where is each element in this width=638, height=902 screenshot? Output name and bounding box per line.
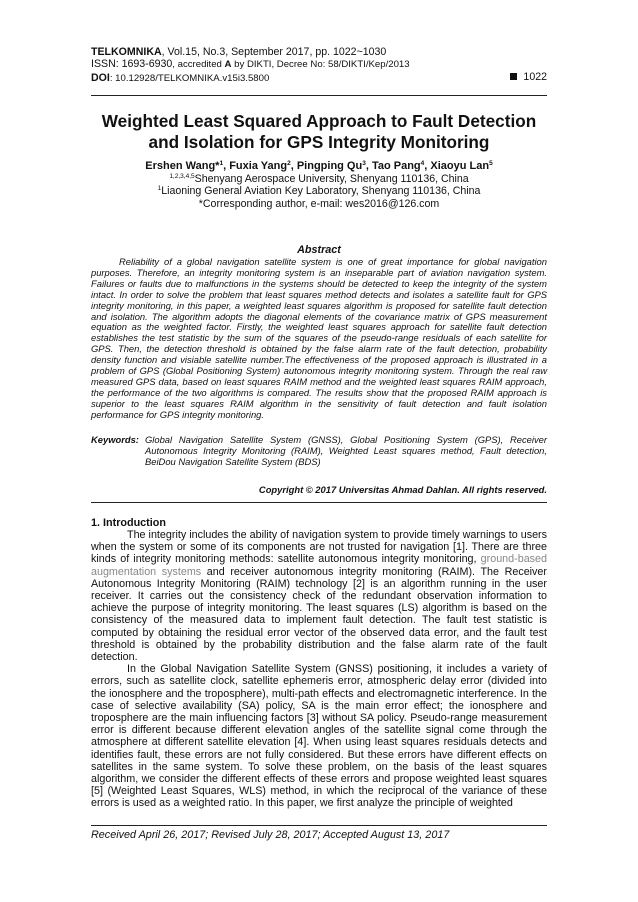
abstract-heading: Abstract [297, 244, 341, 256]
affiliation-2 [91, 185, 547, 198]
section-heading: 1. Introduction [91, 517, 166, 529]
received-dates: Received April 26, 2017; Revised July 28, 2017; Accepted August 13, 2017 [91, 829, 450, 841]
abstract-text: Reliability of a global navigation satellite system is one of great importance for global navigation purposes. Therefore, an integrity monitoring system is an inseparable part of aviation navigation system. Failures or faults due to malfunctions in the systems should be detected to keep the integrity of the system intact. In order to solve the problem that least squares method detects and isolates a satellite fault for GPS integrity monitoring, in this paper, a weighted least squares algorithm is proposed for satellite fault detection and isolation. The algorithm adopts the diagonal elements of the covariance matrix of GPS measurement equation as the weighted factor. Firstly, the weighted least squares approach for satellite fault detection establishes the test statistic by the sum of the squares of the pseudo-range residuals of each satellite for GPS. Then, the detection threshold is obtained by the false alarm rate of the fault detection, probability density function and visiable satellite number.The effectiveness of the proposed approach is illustrated in a problem of GPS (Global Positioning System) autonomous integrity monitoring system. Through the real raw measured GPS data, based on least squares RAIM method and the weighted least squares RAIM approach, the performance of the two algorithms is compared. The results show that the proposed RAIM approach is superior to the least squares RAIM algorithm in the sensitivity of fault detection and fault isolation performance for GPS integrity monitoring. [91, 256, 547, 420]
journal-header [91, 46, 547, 85]
page-number: 1022 [523, 70, 547, 83]
affiliation-1-sup: 1,2,3,4,5 [169, 172, 195, 180]
author-3: , Pingping Qu [290, 160, 363, 172]
issn: ISSN: 1693-6930 [91, 58, 173, 71]
keywords-label: Keywords: [91, 434, 139, 445]
accreditation-post: by DIKTI, Decree No: 58/DIKTI/Kep/2013 [231, 59, 410, 71]
keywords-text: Global Navigation Satellite System (GNSS), Global Positioning System (GPS), Receiver Autonomous Integrity Monitoring (RAIM), Weighted Least squares method, Fault detection, BeiDou Navigation Satellite System (BDS) [145, 434, 547, 467]
copyright-notice: Copyright © 2017 Universitas Ahmad Dahlan. All rights reserved. [258, 484, 547, 495]
paragraph-1-part-b: and receiver autonomous integrity monitoring (RAIM). The Receiver Autonomous Integrity Monitoring (RAIM) technology [2] is an algorithm running in the user receiver. It carries out the consistency check of the redundant observation information to achieve the purpose of integrity monitoring. The least squares (LS) algorithm is based on the consistency of the measured data to implement fault detection. The fault test statistic is computed by obtaining the residual error vector of the observed data error, and the fault test threshold is obtained by the probability distribution and the false alarm rate of the fault detection. [91, 565, 547, 664]
paragraph-1-part-a: The integrity includes the ability of navigation system to provide timely warnings to users when the system or some of its components are not trusted for navigation [1]. There are three kinds of integrity monitoring methods: satellite autonomous integrity monitoring, [91, 529, 547, 566]
author-2-sup: 2 [287, 160, 291, 167]
accreditation-grade: A [224, 59, 232, 71]
doi-line [91, 72, 547, 85]
introduction-body [91, 529, 547, 810]
author-names [91, 160, 547, 173]
square-bullet-icon [510, 73, 517, 80]
affiliation-1 [91, 173, 547, 186]
paragraph-1-highlight: ground-based augmentation systems [91, 553, 547, 578]
affiliation-2-text: Liaoning General Aviation Key Laboratory, Shenyang 110136, China [161, 185, 481, 198]
doi-value: : 10.12928/TELKOMNIKA.v15i3.5800 [109, 72, 270, 84]
header-rule [91, 95, 547, 96]
author-3-sup: 3 [362, 160, 366, 167]
affiliation-1-text: Shenyang Aerospace University, Shenyang 110136, China [194, 172, 469, 185]
affiliation-2-sup: 1 [157, 185, 162, 193]
copyright-rule [91, 502, 547, 503]
author-5: , Xiaoyu Lan [424, 160, 490, 172]
page-number-block [510, 71, 547, 83]
keywords [91, 434, 547, 467]
journal-line [91, 46, 547, 58]
author-1: Ershen Wang* [145, 160, 220, 172]
doi-label: DOI [91, 71, 110, 84]
author-4: , Tao Pang [365, 160, 421, 172]
paper-title: Weighted Least Squared Approach to Fault Detection and Isolation for GPS Integrity Monitoring [101, 111, 537, 152]
author-block [91, 160, 547, 210]
paragraph-1 [91, 529, 547, 663]
issn-line [91, 58, 547, 71]
footer-rule [91, 825, 547, 826]
author-4-sup: 4 [420, 160, 425, 167]
journal-issue: , Vol.15, No.3, September 2017, pp. 1022~1030 [161, 46, 387, 58]
corresponding-author: *Corresponding author, e-mail: wes2016@126.com [198, 197, 440, 210]
author-5-sup: 5 [489, 160, 493, 167]
journal-name: TELKOMNIKA [91, 46, 162, 58]
paragraph-2: In the Global Navigation Satellite System (GNSS) positioning, it includes a variety of errors, such as satellite clock, satellite ephemeris error, atmospheric delay error (divided into the ionosphere and the troposphere), multi-path effects and electromagnetic interference. In the case of selective availability (SA) policy, SA is the main error effect; the ionosphere and troposphere are the main influencing factors [3] without SA policy. Pseudo-range measurement error is different because different elevation angles of the satellite signal come through the atmosphere at different satellite elevation [4]. When using least squares residuals detects and identifies fault, these errors are not fully considered. But these errors have different effects on satellites in the same system. To solve these problem, on the basis of the least squares algorithm, we consider the different effects of these errors and propose weighted least squares [5] (Weighted Least Squares, WLS) method, in which the reciprocal of the variance of these errors is used as a weighted ratio. In this paper, we first analyze the principle of weighted [91, 663, 547, 810]
accreditation-pre: , accredited [172, 59, 225, 71]
author-2: , Fuxia Yang [223, 160, 288, 172]
author-1-sup: 1 [219, 160, 224, 167]
